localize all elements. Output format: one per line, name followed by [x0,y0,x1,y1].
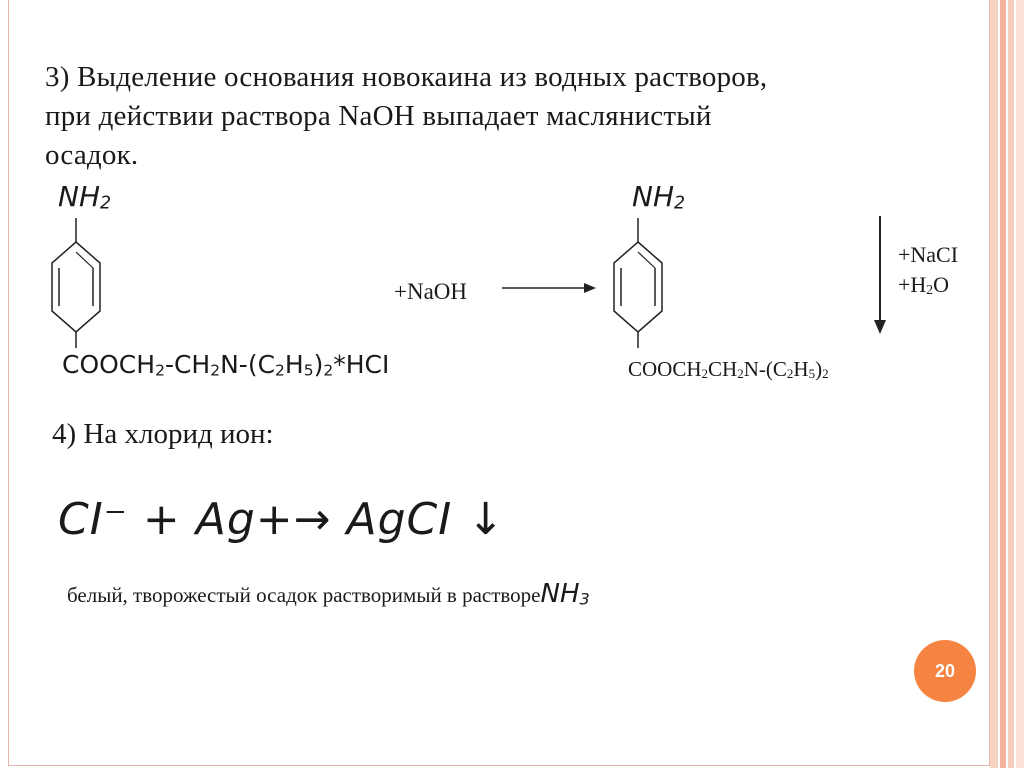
chloride-equation: CI⁻ + Ag+→ AgCI ↓ [58,494,506,545]
title-line: осадок. [45,139,139,171]
right-amine-label: NH2 [632,180,686,214]
decor-stripe [1016,0,1024,768]
slide-title [45,58,945,175]
section4-heading: 4) На хлорид ион: [52,418,274,450]
page-number-badge: 20 [914,640,976,702]
byproducts [898,240,958,305]
left-amine-label: NH2 [58,180,112,214]
left-formula: COOCH2-CH2N-(C2H5)2*HCI [62,350,390,380]
precipitate-note: белый, творожестый осадок растворимый в раствореNH3 [67,579,590,609]
decor-stripe [990,0,998,768]
precipitate-arrow-down [870,214,890,338]
reaction-arrow-right [500,280,600,296]
decor-stripe [1000,0,1006,768]
byproduct-water: +H2O [898,272,949,298]
title-line: 3) Выделение основания новокаина из водных растворов, [45,61,768,93]
ammonia-formula: NH3 [540,579,590,609]
right-benzene-ring [600,210,680,350]
reagent-label: +NaOH [394,279,468,304]
decor-stripe [1008,0,1014,768]
left-benzene-ring [40,210,120,350]
title-line: при действии раствора NaOH выпадает маслянистый [45,100,712,132]
right-formula: COOCH2CH2N-(C2H5)2 [628,357,829,381]
byproduct-nacl: +NaCI [898,242,959,267]
